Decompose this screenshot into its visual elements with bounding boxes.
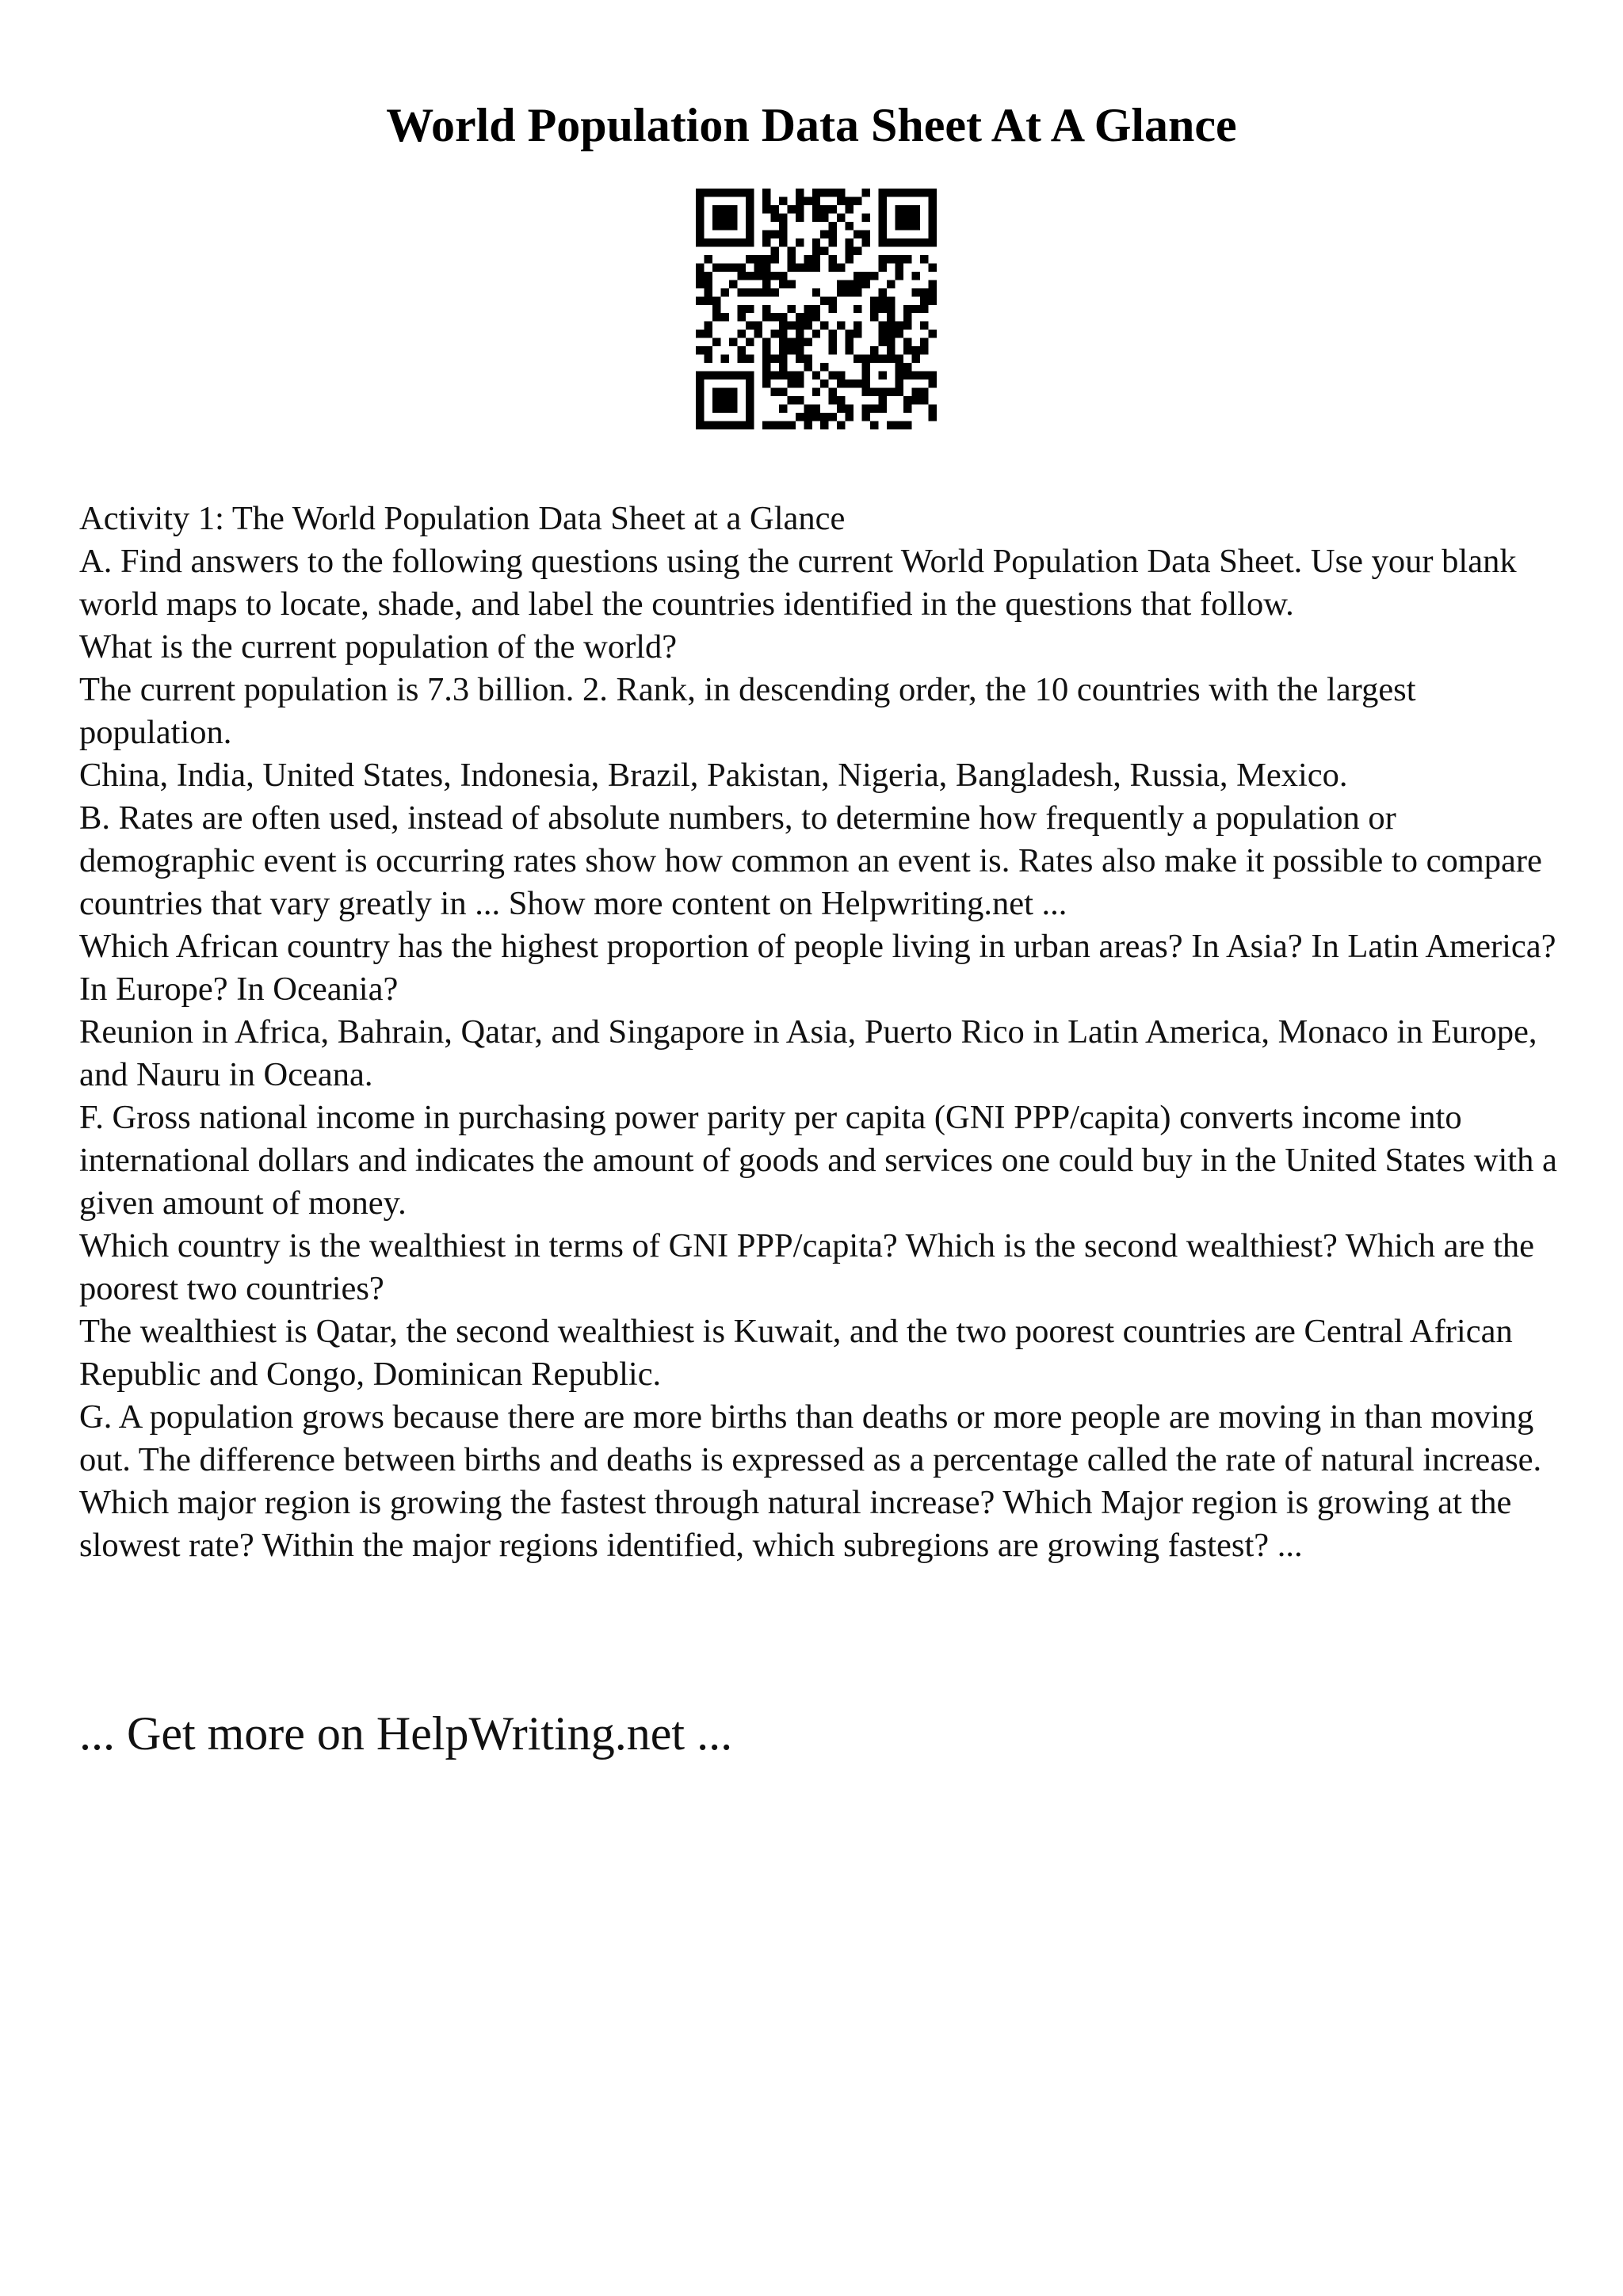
paragraph-answer-urban-areas: Reunion in Africa, Bahrain, Qatar, and Singapore in Asia, Puerto Rico in Latin America, Monaco in Europe, and Nauru in Oceana. (79, 1013, 1537, 1093)
paragraph-question-world-population: What is the current population of the world? (79, 628, 678, 666)
paragraph-question-urban-areas: Which African country has the highest proportion of people living in urban areas? In Asia? In Latin America? In Europe? In Oceania? (79, 928, 1556, 1008)
get-more-link[interactable]: ... Get more on HelpWriting.net ... (79, 1707, 733, 1760)
qr-code-icon[interactable] (696, 189, 937, 429)
paragraph-section-b: B. Rates are often used, instead of absolute numbers, to determine how frequently a population or demographic event is occurring rates show how common an event is. Rates also make it possible to compare countries that vary greatly in ... Show more content on Helpwriting.net ... (79, 799, 1542, 922)
paragraph-activity-heading: Activity 1: The World Population Data Sheet at a Glance (79, 500, 846, 537)
paragraph-answer-country-ranking: China, India, United States, Indonesia, Brazil, Pakistan, Nigeria, Bangladesh, Russia, Mexico. (79, 757, 1348, 794)
qr-code-graphic (696, 189, 937, 429)
paragraph-section-g: G. A population grows because there are more births than deaths or more people are moving in than moving out. The difference between births and deaths is expressed as a percentage called the rate of natural increase. (79, 1398, 1542, 1478)
paragraph-question-growth: Which major region is growing the fastest through natural increase? Which Major region is growing at the slowest rate? Within the major regions identified, which subregions are growing fastest? ... (79, 1484, 1512, 1564)
paragraph-question-wealth: Which country is the wealthiest in terms of GNI PPP/capita? Which is the second wealthiest? Which are the poorest two countries? (79, 1227, 1535, 1307)
paragraph-answer-world-population: The current population is 7.3 billion. 2. Rank, in descending order, the 10 countries with the largest population. (79, 671, 1416, 751)
document-body (79, 498, 1569, 1567)
paragraph-answer-wealth: The wealthiest is Qatar, the second wealthiest is Kuwait, and the two poorest countries are Central African Republic and Congo, Dominican Republic. (79, 1313, 1513, 1393)
paragraph-section-a: A. Find answers to the following questions using the current World Population Data Sheet. Use your blank world maps to locate, shade, and label the countries identified in the questions that follow. (79, 543, 1517, 623)
paragraph-section-f: F. Gross national income in purchasing power parity per capita (GNI PPP/capita) converts income into international dollars and indicates the amount of goods and services one could buy in the United States with a given amount of money. (79, 1099, 1557, 1222)
document-title: World Population Data Sheet At A Glance (386, 99, 1237, 151)
